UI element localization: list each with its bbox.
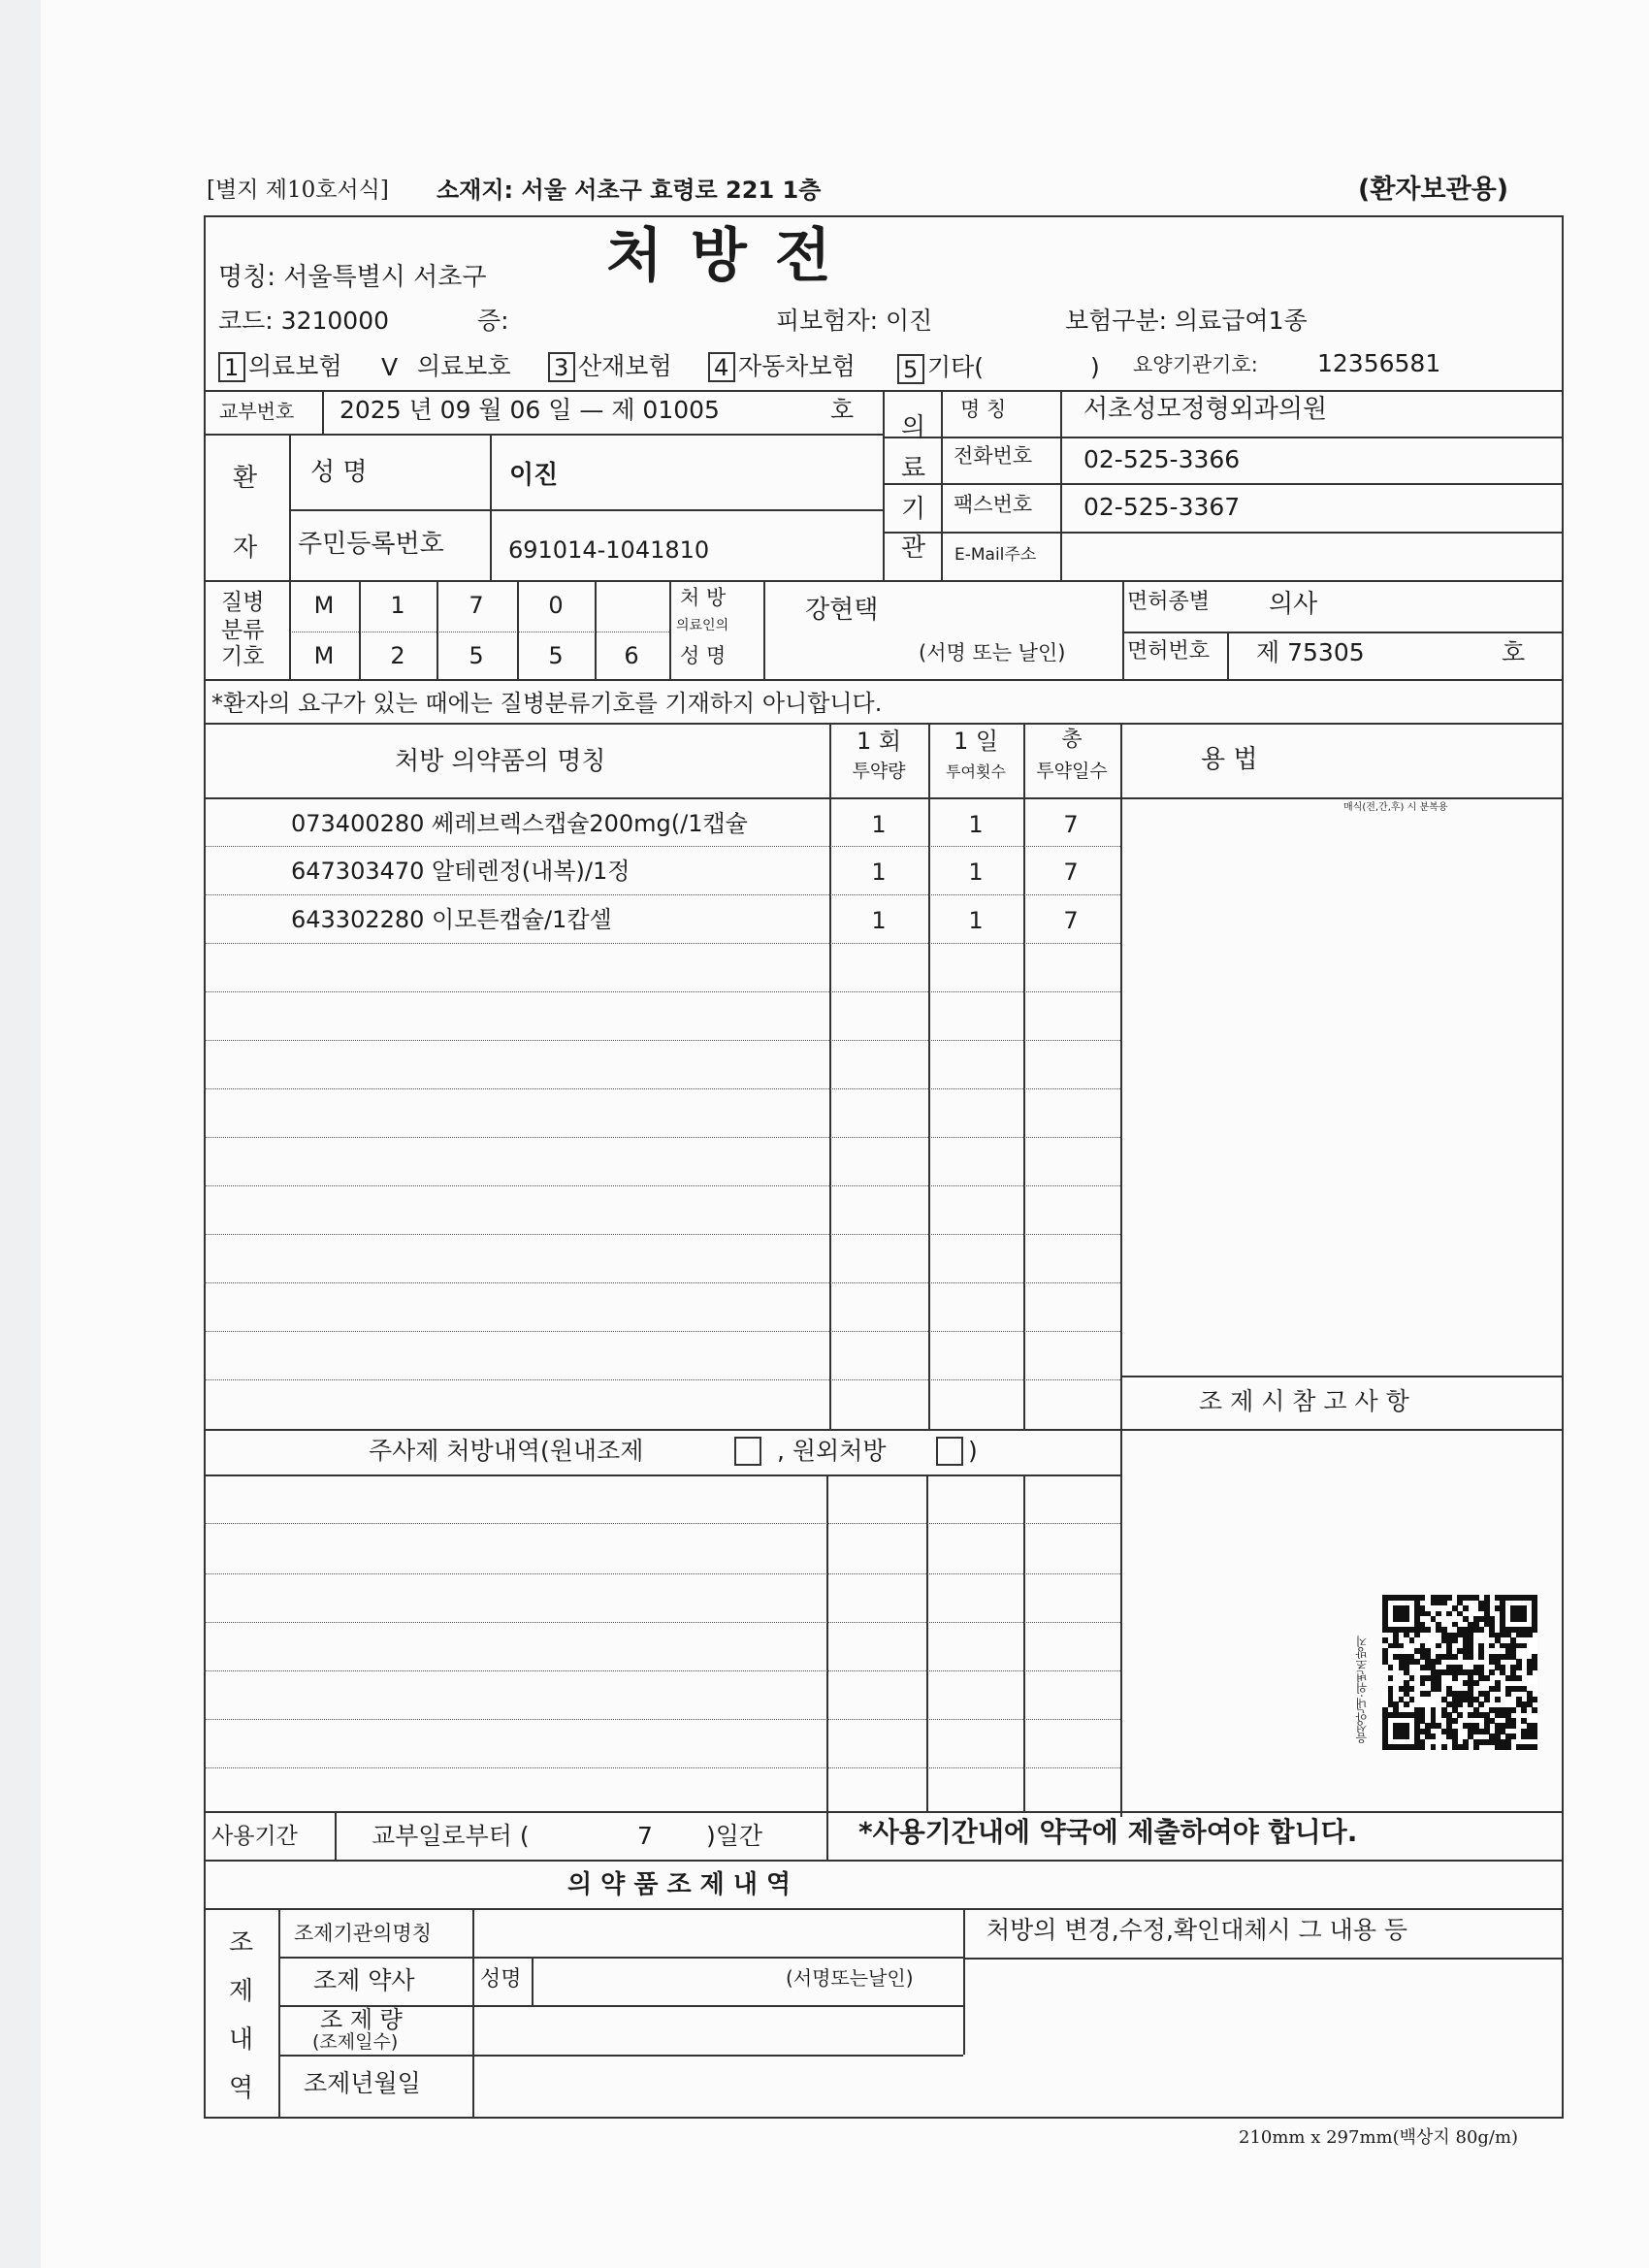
qr-module [1457, 1712, 1463, 1718]
drug-row-1-freq: 1 [968, 811, 984, 838]
insurance-checkbox-5-num: 5 [903, 356, 919, 383]
dispensing-amount-label: 조 제 량 [320, 2006, 403, 2033]
rule [204, 1811, 1564, 1813]
injection-outside-checkbox[interactable] [936, 1437, 963, 1466]
rule [204, 1908, 1564, 1910]
period-prefix: 교부일로부터 ( [372, 1822, 530, 1850]
qr-module [1463, 1744, 1469, 1750]
rule [204, 1523, 1120, 1524]
patient-section-char-1: 환 [233, 464, 258, 493]
qr-module [1510, 1733, 1516, 1739]
rule [204, 846, 1120, 847]
institution-name: 서초성모정형외과의원 [1083, 395, 1328, 424]
insurance-option-2-label: 의료보호 [417, 352, 511, 380]
disease-code-1-1: M [313, 592, 335, 619]
insurance-type: 보험구분: 의료급여1종 [1065, 307, 1308, 335]
qr-module [1495, 1697, 1501, 1702]
rule [829, 723, 831, 1429]
dispensing-char-1: 조 [229, 1928, 254, 1958]
qr-module [1414, 1633, 1420, 1638]
qr-module [1478, 1654, 1484, 1660]
qr-module [1431, 1744, 1437, 1750]
institution-phone: 02-525-3366 [1083, 445, 1241, 473]
rule [883, 532, 1564, 534]
qr-module [1489, 1669, 1495, 1675]
drug-header-days-bot: 투약일수 [1036, 761, 1108, 782]
qr-module [1452, 1675, 1458, 1681]
rule [928, 723, 930, 1429]
rule [335, 1811, 337, 1860]
qr-module [1463, 1605, 1469, 1611]
patient-name-label: 성 명 [310, 458, 368, 487]
qr-module [1468, 1654, 1473, 1660]
disease-code-notice: *환자의 요구가 있는 때에는 질병분류기호를 기재하지 아니합니다. [211, 690, 883, 717]
qr-module [1425, 1691, 1431, 1697]
drug-row-2-name: 647303470 알테렌정(내복)/1정 [291, 858, 630, 885]
qr-module [1532, 1744, 1537, 1750]
qr-module [1409, 1686, 1415, 1692]
rule [204, 1137, 1120, 1138]
qr-module [1404, 1616, 1409, 1622]
rule [826, 1811, 828, 1860]
qr-module [1436, 1659, 1441, 1665]
disease-code-2-2: 2 [390, 642, 405, 669]
drug-header-days-top: 총 [1061, 728, 1083, 752]
rule [669, 580, 671, 679]
rule [941, 390, 943, 580]
rule [595, 580, 597, 679]
rule [322, 390, 324, 434]
institution-fax-label: 팩스번호 [954, 493, 1033, 516]
dispensing-amount-sub: (조제일수) [312, 2031, 399, 2053]
issue-number-ho: 호 [830, 396, 855, 424]
insurance-option-3-label: 산재보험 [578, 352, 672, 380]
rule [204, 1040, 1120, 1041]
qr-module [1516, 1665, 1522, 1670]
rule [204, 1767, 1120, 1768]
qr-module [1478, 1627, 1484, 1633]
drug-row-2-freq: 1 [968, 859, 984, 886]
rule [204, 1719, 1120, 1720]
patient-rrn-label: 주민등록번호 [298, 530, 444, 559]
rule [204, 943, 1120, 944]
insured-person: 피보험자: 이진 [776, 307, 933, 335]
rule [963, 1908, 965, 2055]
rule [289, 580, 291, 679]
rule [204, 580, 1564, 582]
qr-module [1388, 1665, 1394, 1670]
dispensing-char-3: 내 [229, 2025, 254, 2055]
drug-header-usage: 용 법 [1201, 745, 1258, 774]
rule [490, 434, 492, 509]
rule [1023, 723, 1025, 1429]
rule [204, 1185, 1120, 1186]
drug-header-freq-top: 1 일 [953, 728, 999, 755]
patient-section-char-2: 자 [233, 534, 258, 563]
qr-module [1404, 1701, 1409, 1707]
prescriber-label-bot: 성 명 [680, 644, 727, 667]
disease-code-1-3: 7 [469, 592, 484, 619]
insurance-checkbox-4-num: 4 [714, 354, 729, 381]
prescriber-name: 강현택 [805, 596, 879, 625]
qr-module [1436, 1686, 1441, 1692]
disease-code-2-4: 5 [548, 642, 564, 669]
insurance-option-5-close: ) [1090, 353, 1100, 381]
qr-module [1388, 1675, 1394, 1681]
drug-row-1-name: 073400280 쎄레브렉스캡슐200mg(/1캡슐 [291, 810, 748, 837]
issuer-code: 코드: 3210000 [218, 307, 390, 335]
rule [204, 1573, 1120, 1574]
qr-module [1404, 1733, 1409, 1739]
rule [1120, 723, 1122, 1817]
rule [204, 1088, 1120, 1089]
rule [1122, 580, 1124, 679]
qr-module [1532, 1665, 1537, 1670]
scan-edge [0, 0, 41, 2268]
pharmacist-name-label: 성명 [480, 1967, 522, 1992]
qr-module [1452, 1654, 1458, 1660]
rule [1120, 1376, 1564, 1377]
rule [204, 1282, 1120, 1283]
rule [883, 437, 1564, 438]
issuer-name: 명칭: 서울특별시 서초구 [218, 263, 487, 292]
insurance-option-5-label: 기타( [927, 353, 985, 381]
rule [278, 2055, 963, 2057]
qr-module [1436, 1643, 1441, 1649]
qr-module [1478, 1701, 1484, 1707]
drug-row-1-days: 7 [1063, 811, 1079, 838]
rule [204, 1429, 1564, 1431]
qr-module [1409, 1637, 1415, 1643]
institution-fax: 02-525-3367 [1083, 493, 1241, 521]
insurance-checkbox-1-num: 1 [224, 354, 240, 381]
rule [963, 1958, 1564, 1960]
license-type-label: 면허종별 [1127, 590, 1211, 614]
rule [436, 580, 438, 679]
disease-code-2-5: 6 [624, 642, 639, 669]
location: 소재지: 서울 서초구 효령로 221 1층 [436, 177, 822, 204]
rule [278, 1908, 280, 2119]
rule [204, 894, 1120, 895]
qr-module [1446, 1611, 1452, 1617]
rule [204, 1331, 1120, 1332]
drug-row-3-days: 7 [1063, 907, 1079, 934]
dispensing-reference-label: 조 제 시 참 고 사 항 [1199, 1387, 1409, 1415]
qr-module [1399, 1643, 1405, 1649]
rule [204, 1860, 1564, 1862]
drug-header-dose-top: 1 회 [856, 728, 902, 755]
qr-module [1473, 1680, 1479, 1686]
rule [204, 434, 883, 436]
pharmacist-sign-hint: (서명또는날인) [786, 1966, 914, 1990]
disease-label-2: 분류 [221, 618, 265, 643]
qr-module [1510, 1723, 1516, 1729]
qr-module [1532, 1733, 1537, 1739]
institution-email-label: E-Mail주소 [954, 545, 1037, 565]
qr-module [1521, 1707, 1527, 1713]
prescriber-label-mid: 의료인의 [676, 618, 729, 633]
qr-module [1409, 1697, 1415, 1702]
paper-spec: 210mm x 297mm(백상지 80g/m) [1239, 2127, 1519, 2148]
qr-module [1425, 1627, 1431, 1633]
injection-label: 주사제 처방내역(원내조제 [369, 1437, 644, 1465]
institution-char-1: 의 [901, 413, 926, 442]
rule [1227, 632, 1229, 679]
qr-module [1516, 1675, 1522, 1681]
license-number-label: 면허번호 [1127, 639, 1211, 664]
care-code: 12356581 [1317, 349, 1441, 377]
page-title: 처 방 전 [606, 222, 835, 290]
qr-module [1527, 1669, 1533, 1675]
disease-code-2-3: 5 [469, 642, 484, 669]
drug-header-freq-bot: 투여횟수 [946, 762, 1006, 781]
patient-name: 이진 [509, 461, 559, 490]
rule [472, 1908, 474, 2119]
qr-module [1495, 1686, 1501, 1692]
rule [204, 1670, 1120, 1671]
rule [204, 1234, 1120, 1235]
card-number: 증: [477, 307, 509, 335]
rule [532, 1957, 534, 2005]
period-label: 사용기간 [211, 1824, 298, 1849]
prescriber-sign-hint: (서명 또는 날인) [919, 641, 1066, 664]
rule [926, 1474, 928, 1811]
period-suffix: )일간 [706, 1822, 763, 1850]
qr-module [1420, 1595, 1426, 1601]
dispensing-char-4: 역 [229, 2074, 254, 2103]
qr-module [1521, 1616, 1527, 1622]
insurance-check-mark: V [381, 353, 399, 381]
drug-row-3-freq: 1 [968, 907, 984, 934]
drug-row-1-dose: 1 [871, 811, 887, 838]
qr-module [1489, 1643, 1495, 1649]
drug-row-2-days: 7 [1063, 859, 1079, 886]
qr-module [1505, 1691, 1511, 1697]
disease-label-3: 기호 [221, 644, 265, 669]
qr-module [1457, 1701, 1463, 1707]
rule [883, 483, 1564, 485]
rule [204, 723, 1564, 725]
qr-module [1510, 1707, 1516, 1713]
rule [763, 580, 765, 679]
pharmacist-label: 조제 약사 [313, 1966, 415, 1994]
qr-module [1484, 1675, 1490, 1681]
qr-module [1532, 1707, 1537, 1713]
qr-module [1452, 1718, 1458, 1724]
qr-module [1409, 1675, 1415, 1681]
period-notice: *사용기간내에 약국에 제출하여야 합니다. [858, 1816, 1358, 1848]
rule [883, 390, 885, 580]
rule [278, 1957, 963, 1959]
dispensing-date-label: 조제년월일 [304, 2069, 421, 2097]
patient-rrn: 691014-1041810 [508, 536, 710, 564]
change-note: 처방의 변경,수정,확인대체시 그 내용 등 [986, 1916, 1408, 1944]
license-type: 의사 [1269, 590, 1318, 619]
institution-phone-label: 전화번호 [954, 444, 1033, 468]
rule [204, 679, 1564, 681]
institution-char-2: 료 [901, 454, 926, 483]
disease-code-1-2: 1 [390, 592, 405, 619]
qr-module [1420, 1744, 1426, 1750]
institution-name-label: 명 칭 [960, 398, 1007, 421]
rule [204, 1379, 1120, 1380]
rule [204, 1474, 1120, 1476]
qr-module [1436, 1611, 1441, 1617]
qr-module [1420, 1680, 1426, 1686]
drug-header-dose-bot: 투약량 [852, 761, 906, 782]
qr-module [1527, 1633, 1533, 1638]
prescriber-label-top: 처 방 [680, 586, 727, 609]
institution-char-3: 기 [901, 495, 926, 524]
usage-note: 매식(전,간,후) 시 분복용 [1343, 802, 1448, 813]
dispensing-char-2: 제 [229, 1977, 254, 2006]
injection-close: ) [968, 1437, 978, 1465]
drug-row-3-name: 643302280 이모튼캡슐/1캅셀 [291, 906, 612, 933]
issue-number-label: 교부번호 [219, 400, 295, 423]
insurance-checkbox-3-num: 3 [554, 354, 569, 381]
pharmacy-name-label: 조제기관의명칭 [294, 1922, 433, 1945]
disease-code-1-4: 0 [548, 592, 564, 619]
qr-module [1441, 1744, 1447, 1750]
rule [1023, 1474, 1025, 1811]
period-days: 7 [637, 1822, 653, 1850]
rule [204, 1622, 1120, 1623]
rule [289, 509, 883, 511]
injection-inhouse-checkbox[interactable] [734, 1437, 761, 1466]
form-number: [별지 제10호서식] [207, 178, 389, 203]
rule [359, 580, 361, 679]
qr-module [1505, 1744, 1511, 1750]
issue-number: 2025 년 09 월 06 일 — 제 01005 [340, 396, 720, 424]
disease-label-1: 질병 [221, 590, 265, 615]
rule [204, 991, 1120, 992]
rule [826, 1474, 828, 1811]
qr-module [1532, 1627, 1537, 1633]
copy-type: (환자보관용) [1358, 175, 1509, 205]
injection-sep: , 원외처방 [777, 1437, 887, 1465]
institution-char-4: 관 [901, 534, 926, 563]
dispensing-title: 의 약 품 조 제 내 역 [567, 1870, 792, 1899]
qr-module [1521, 1643, 1527, 1649]
drug-header-name: 처방 의약품의 명칭 [395, 747, 606, 776]
qr-module [1431, 1733, 1437, 1739]
qr-module [1446, 1595, 1452, 1601]
qr-caption: 음성안내·위변조방지 [1355, 1636, 1369, 1744]
rule [1060, 390, 1062, 580]
license-number: 제 75305 [1256, 638, 1365, 666]
rule [490, 509, 492, 580]
qr-module [1441, 1601, 1447, 1606]
rule [1122, 632, 1564, 633]
qr-code [1382, 1595, 1537, 1746]
rule [289, 434, 291, 580]
qr-module [1473, 1744, 1479, 1750]
drug-row-3-dose: 1 [871, 907, 887, 934]
drug-row-2-dose: 1 [871, 859, 887, 886]
disease-code-2-1: M [313, 642, 335, 669]
license-number-ho: 호 [1502, 638, 1526, 666]
insurance-option-1-label: 의료보험 [248, 352, 342, 380]
rule [517, 580, 519, 679]
qr-module [1532, 1697, 1537, 1702]
qr-module [1452, 1637, 1458, 1643]
rule [204, 797, 1564, 799]
insurance-option-4-label: 자동차보험 [738, 352, 856, 380]
care-code-label: 요양기관기호: [1133, 353, 1258, 376]
qr-module [1484, 1697, 1490, 1702]
